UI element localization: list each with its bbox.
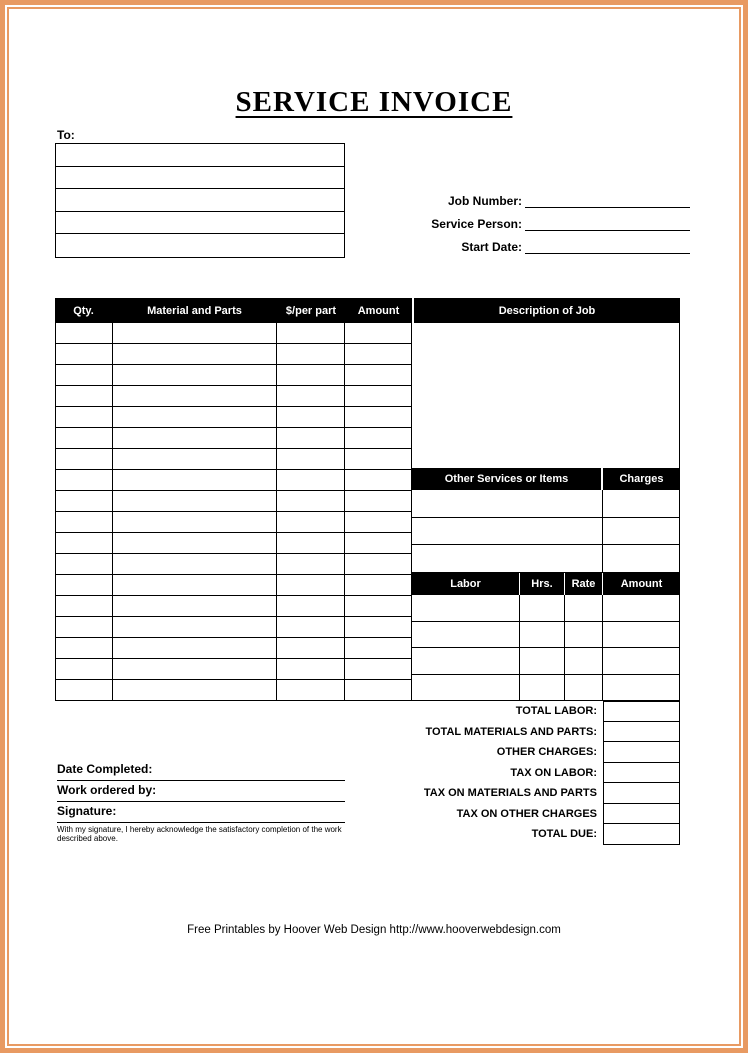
other-services-column-header: Other Services or Items: [412, 468, 603, 490]
labor-row-cell[interactable]: [520, 648, 565, 674]
materials-row-cell[interactable]: [113, 470, 278, 490]
to-label: To:: [57, 128, 75, 142]
description-of-job-header: Description of Job: [412, 298, 680, 323]
labor-row-cell[interactable]: [565, 648, 603, 674]
amount-column-header: Amount: [357, 304, 400, 317]
total-labor-label: TOTAL LABOR:: [515, 705, 597, 718]
total-materials-value-box[interactable]: [603, 722, 680, 743]
other-charges-row: [55, 742, 680, 763]
materials-row: [56, 617, 412, 638]
materials-row-cell[interactable]: [113, 596, 278, 616]
tax-on-other-charges-value-box[interactable]: [603, 804, 680, 825]
materials-row-cell[interactable]: [345, 344, 412, 364]
materials-row-cell[interactable]: [113, 638, 278, 658]
other-charges-label: OTHER CHARGES:: [496, 746, 597, 759]
materials-row-cell[interactable]: [277, 554, 345, 574]
materials-row-cell[interactable]: [345, 407, 412, 427]
materials-row-cell[interactable]: [56, 407, 113, 427]
other-services-row-cell[interactable]: [412, 545, 603, 572]
to-address-box: [55, 143, 345, 258]
labor-row-cell[interactable]: [603, 622, 680, 648]
materials-row-cell[interactable]: [277, 680, 345, 700]
materials-row-cell[interactable]: [277, 533, 345, 553]
materials-row: [56, 638, 412, 659]
signature-section: [57, 762, 345, 843]
materials-row-cell[interactable]: [56, 491, 113, 511]
labor-row-cell[interactable]: [603, 675, 680, 701]
labor-row-cell[interactable]: [520, 595, 565, 621]
materials-row-cell[interactable]: [345, 596, 412, 616]
materials-row: [56, 407, 412, 428]
tax-on-labor-value-box[interactable]: [603, 763, 680, 784]
materials-row-cell[interactable]: [345, 638, 412, 658]
labor-row-cell[interactable]: [565, 595, 603, 621]
materials-row-cell[interactable]: [113, 512, 278, 532]
work-ordered-by-field[interactable]: Work ordered by:: [57, 783, 345, 802]
materials-row-cell[interactable]: [345, 617, 412, 637]
material-parts-column-header: Material and Parts: [147, 304, 242, 317]
other-services-row-cell[interactable]: [412, 490, 603, 517]
total-materials-row: [55, 722, 680, 743]
materials-row-cell[interactable]: [345, 680, 412, 700]
job-fields: [380, 192, 690, 261]
materials-row-cell[interactable]: [345, 575, 412, 595]
materials-row-cell[interactable]: [113, 659, 278, 679]
materials-row-cell[interactable]: [56, 344, 113, 364]
materials-row-cell[interactable]: [277, 512, 345, 532]
materials-row-cell[interactable]: [56, 428, 113, 448]
materials-row: [56, 596, 412, 617]
materials-row-cell[interactable]: [56, 323, 113, 343]
total-due-label: TOTAL DUE:: [531, 828, 597, 841]
materials-row-cell[interactable]: [345, 386, 412, 406]
materials-row: [56, 533, 412, 554]
labor-row-cell[interactable]: [412, 648, 520, 674]
materials-row-cell[interactable]: [56, 365, 113, 385]
to-address-line[interactable]: [56, 167, 344, 190]
qty-column-header: Qty.: [73, 304, 94, 317]
materials-row-cell[interactable]: [277, 617, 345, 637]
materials-row-cell[interactable]: [345, 533, 412, 553]
labor-row-cell[interactable]: [603, 648, 680, 674]
labor-row-cell[interactable]: [565, 675, 603, 701]
materials-row: [56, 512, 412, 533]
to-address-line[interactable]: [56, 189, 344, 212]
materials-row-cell[interactable]: [56, 638, 113, 658]
labor-row-cell[interactable]: [520, 622, 565, 648]
materials-row-cell[interactable]: [113, 617, 278, 637]
tax-on-materials-label: TAX ON MATERIALS AND PARTS: [423, 787, 597, 800]
materials-row-cell[interactable]: [113, 575, 278, 595]
job-number-label: Job Number:: [447, 194, 522, 208]
signature-disclaimer: With my signature, I hereby acknowledge the satisfactory completion of the work described above.: [57, 825, 342, 843]
total-materials-label: TOTAL MATERIALS AND PARTS:: [425, 725, 597, 738]
other-services-header: [412, 468, 680, 490]
materials-row-cell[interactable]: [56, 449, 113, 469]
materials-row-cell[interactable]: [113, 449, 278, 469]
labor-amount-column-header: Amount: [620, 578, 663, 590]
materials-row: [56, 323, 412, 344]
materials-row-cell[interactable]: [277, 386, 345, 406]
other-services-row-cell[interactable]: [603, 545, 680, 572]
materials-row: [56, 365, 412, 386]
materials-row-cell[interactable]: [113, 554, 278, 574]
materials-row-cell[interactable]: [56, 659, 113, 679]
materials-row-cell[interactable]: [277, 449, 345, 469]
materials-row-cell[interactable]: [345, 554, 412, 574]
materials-row-cell[interactable]: [345, 365, 412, 385]
materials-row-cell[interactable]: [56, 533, 113, 553]
labor-row-cell[interactable]: [412, 595, 520, 621]
materials-row-cell[interactable]: [56, 617, 113, 637]
materials-row: [56, 470, 412, 491]
labor-row-cell[interactable]: [412, 622, 520, 648]
materials-row: [56, 575, 412, 596]
materials-row: [56, 680, 412, 701]
materials-row-cell[interactable]: [113, 365, 278, 385]
materials-row-cell[interactable]: [277, 323, 345, 343]
materials-row-cell[interactable]: [113, 344, 278, 364]
total-labor-value-box[interactable]: [603, 701, 680, 722]
materials-row-cell[interactable]: [277, 638, 345, 658]
labor-row-cell[interactable]: [412, 675, 520, 701]
materials-row-cell[interactable]: [277, 407, 345, 427]
other-services-row: [412, 518, 680, 546]
total-labor-row: [55, 701, 680, 722]
charges-column-header: Charges: [619, 473, 664, 485]
materials-row-cell[interactable]: [277, 365, 345, 385]
materials-row-cell[interactable]: [113, 428, 278, 448]
materials-row-cell[interactable]: [56, 680, 113, 700]
labor-table-header: [412, 573, 680, 595]
signature-field[interactable]: Signature:: [57, 804, 345, 823]
job-number-field: [380, 192, 690, 208]
hrs-column-header: Hrs.: [520, 573, 565, 595]
to-address-line[interactable]: [56, 234, 344, 257]
materials-row: [56, 428, 412, 449]
labor-row-cell[interactable]: [520, 675, 565, 701]
rate-column-header: Rate: [565, 573, 603, 595]
materials-row: [56, 659, 412, 680]
labor-row: [412, 675, 680, 702]
materials-row-cell[interactable]: [113, 491, 278, 511]
materials-row: [56, 491, 412, 512]
materials-row-cell[interactable]: [345, 512, 412, 532]
materials-row-cell[interactable]: [113, 386, 278, 406]
to-address-line[interactable]: [56, 212, 344, 235]
materials-row-cell[interactable]: [113, 533, 278, 553]
job-number-input-line[interactable]: [525, 192, 690, 208]
materials-row: [56, 344, 412, 365]
tax-on-labor-label: TAX ON LABOR:: [510, 766, 597, 779]
page-title: SERVICE INVOICE: [235, 86, 513, 118]
service-person-input-line[interactable]: [525, 215, 690, 231]
materials-row-cell[interactable]: [56, 575, 113, 595]
materials-row-cell[interactable]: [56, 554, 113, 574]
to-address-line[interactable]: [56, 144, 344, 167]
service-person-label: Service Person:: [431, 217, 522, 231]
materials-row-cell[interactable]: [56, 386, 113, 406]
tax-on-materials-value-box[interactable]: [603, 783, 680, 804]
materials-row-cell[interactable]: [345, 449, 412, 469]
materials-row-cell[interactable]: [113, 407, 278, 427]
materials-row-cell[interactable]: [345, 659, 412, 679]
description-of-job-area[interactable]: [412, 323, 680, 468]
other-services-row-cell[interactable]: [412, 518, 603, 545]
materials-row: [56, 386, 412, 407]
materials-row: [56, 554, 412, 575]
labor-row: [412, 595, 680, 622]
labor-row-cell[interactable]: [565, 622, 603, 648]
materials-row-cell[interactable]: [113, 323, 278, 343]
materials-row: [56, 449, 412, 470]
labor-column-header: Labor: [412, 573, 520, 595]
materials-row-cell[interactable]: [277, 344, 345, 364]
other-services-row-cell[interactable]: [603, 490, 680, 517]
materials-row-cell[interactable]: [345, 470, 412, 490]
start-date-input-line[interactable]: [525, 238, 690, 254]
materials-row-cell[interactable]: [345, 323, 412, 343]
tax-on-other-charges-label: TAX ON OTHER CHARGES: [456, 807, 597, 820]
other-services-body: [412, 490, 680, 573]
materials-row-cell[interactable]: [345, 491, 412, 511]
labor-row: [412, 648, 680, 675]
materials-row-cell[interactable]: [277, 575, 345, 595]
materials-row-cell[interactable]: [277, 491, 345, 511]
materials-table-body: [55, 323, 412, 701]
materials-row-cell[interactable]: [277, 596, 345, 616]
start-date-label: Start Date:: [461, 240, 522, 254]
date-completed-field[interactable]: Date Completed:: [57, 762, 345, 781]
start-date-field: [380, 238, 690, 254]
labor-row-cell[interactable]: [603, 595, 680, 621]
materials-table-header: [55, 298, 412, 323]
per-part-column-header: $/per part: [285, 304, 337, 317]
service-person-field: [380, 215, 690, 231]
materials-row-cell[interactable]: [56, 470, 113, 490]
materials-row-cell[interactable]: [277, 470, 345, 490]
materials-row-cell[interactable]: [345, 428, 412, 448]
labor-table-body: [412, 595, 680, 701]
materials-row-cell[interactable]: [113, 680, 278, 700]
materials-row-cell[interactable]: [56, 512, 113, 532]
footer-credit: Free Printables by Hoover Web Design http://www.hooverwebdesign.com: [187, 924, 561, 936]
other-services-row: [412, 490, 680, 518]
materials-row-cell[interactable]: [277, 428, 345, 448]
materials-row-cell[interactable]: [277, 659, 345, 679]
other-charges-value-box[interactable]: [603, 742, 680, 763]
other-services-row-cell[interactable]: [603, 518, 680, 545]
other-services-row: [412, 545, 680, 573]
total-due-value-box[interactable]: [603, 824, 680, 845]
materials-row-cell[interactable]: [56, 596, 113, 616]
labor-row: [412, 622, 680, 649]
